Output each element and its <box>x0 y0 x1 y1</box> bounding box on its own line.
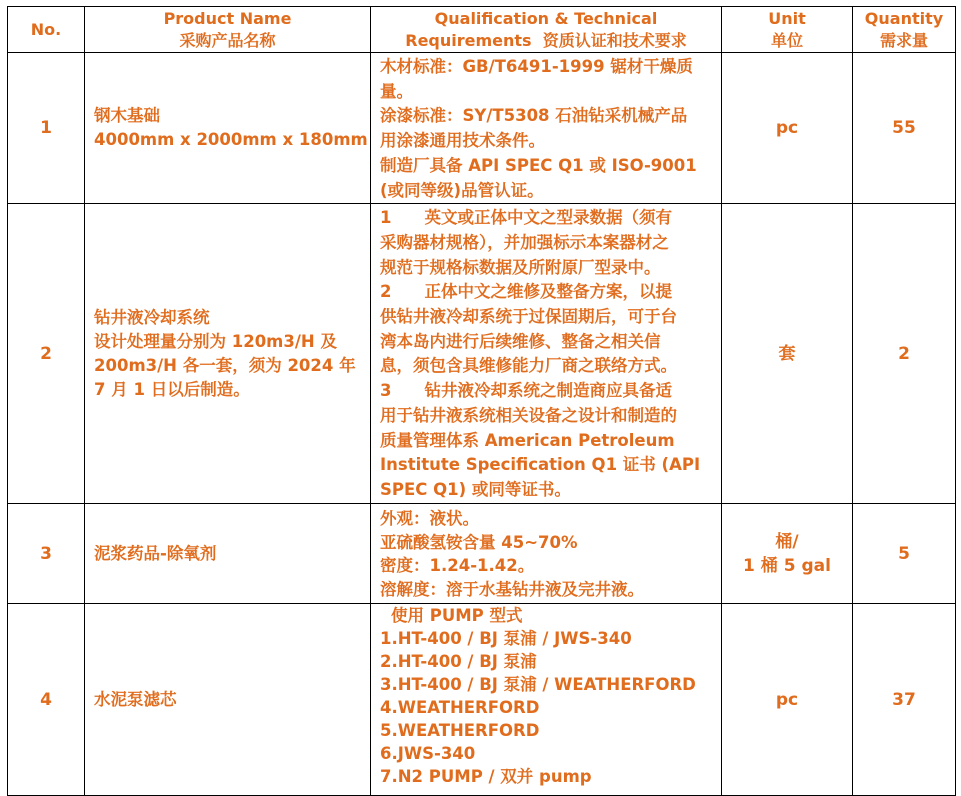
requirements-cell: 使用 PUMP 型式 1.HT-400 / BJ 泵浦 / JWS-340 2.HT-400 / BJ 泵浦 3.HT-400 / BJ 泵浦 / WEATHERFORD 4.WEATHERFORD 5.WEATHERFORD 6.JWS-340 7.N2 PUMP / 双并 pump <box>371 604 722 796</box>
unit-cell: pc <box>722 604 853 796</box>
requirements-cell: 1 英文或正体中文之型录数据（须有 采购器材规格），并加强标示本案器材之 规范于规格标数据及所附原厂型录中。 2 正体中文之维修及整备方案，以提 供钻井液冷却系统于过保固期后，可于台 湾本岛内进行后续维修、整备之相关信 息，须包含具维修能力厂商之联络方式。 3 钻井液冷却系统之制造商应具备适 用于钻井液系统相关设备之设计和制造的 质量管理体系 American Petroleum Institute Specification Q1 证书 (API SPEC Q1) 或同等证书。 <box>371 204 722 504</box>
table-row <box>8 504 956 604</box>
quantity-cell: 2 <box>853 204 956 504</box>
header-no: No. <box>8 7 85 53</box>
product-name-cell: 水泥泵滤芯 <box>85 604 371 796</box>
table-row <box>8 604 956 796</box>
header-quantity: Quantity 需求量 <box>853 7 956 53</box>
unit-cell: pc <box>722 53 853 204</box>
table-row <box>8 204 956 504</box>
header-row <box>8 7 956 53</box>
header-unit: Unit 单位 <box>722 7 853 53</box>
unit-cell: 桶/ 1 桶 5 gal <box>722 504 853 604</box>
product-name-cell: 钢木基础 4000mm x 2000mm x 180mm <box>85 53 371 204</box>
product-name-cell: 泥浆药品-除氧剂 <box>85 504 371 604</box>
header-requirements: Qualification & Technical Requirements 资质认证和技术要求 <box>371 7 722 53</box>
quantity-cell: 37 <box>853 604 956 796</box>
procurement-table <box>7 6 956 796</box>
quantity-cell: 5 <box>853 504 956 604</box>
requirements-cell: 木材标准：GB/T6491-1999 锯材干燥质 量。 涂漆标准：SY/T5308 石油钻采机械产品 用涂漆通用技术条件。 制造厂具备 API SPEC Q1 或 ISO-9001 (或同等级)品管认证。 <box>371 53 722 204</box>
row-number: 1 <box>8 53 85 204</box>
row-number: 4 <box>8 604 85 796</box>
product-name-cell: 钻井液冷却系统 设计处理量分别为 120m3/H 及 200m3/H 各一套，须为 2024 年 7 月 1 日以后制造。 <box>85 204 371 504</box>
unit-cell: 套 <box>722 204 853 504</box>
requirements-cell: 外观：液状。 亚硫酸氢铵含量 45~70% 密度：1.24-1.42。 溶解度：溶于水基钻井液及完井液。 <box>371 504 722 604</box>
header-product-name: Product Name 采购产品名称 <box>85 7 371 53</box>
quantity-cell: 55 <box>853 53 956 204</box>
row-number: 3 <box>8 504 85 604</box>
row-number: 2 <box>8 204 85 504</box>
table-row <box>8 53 956 204</box>
